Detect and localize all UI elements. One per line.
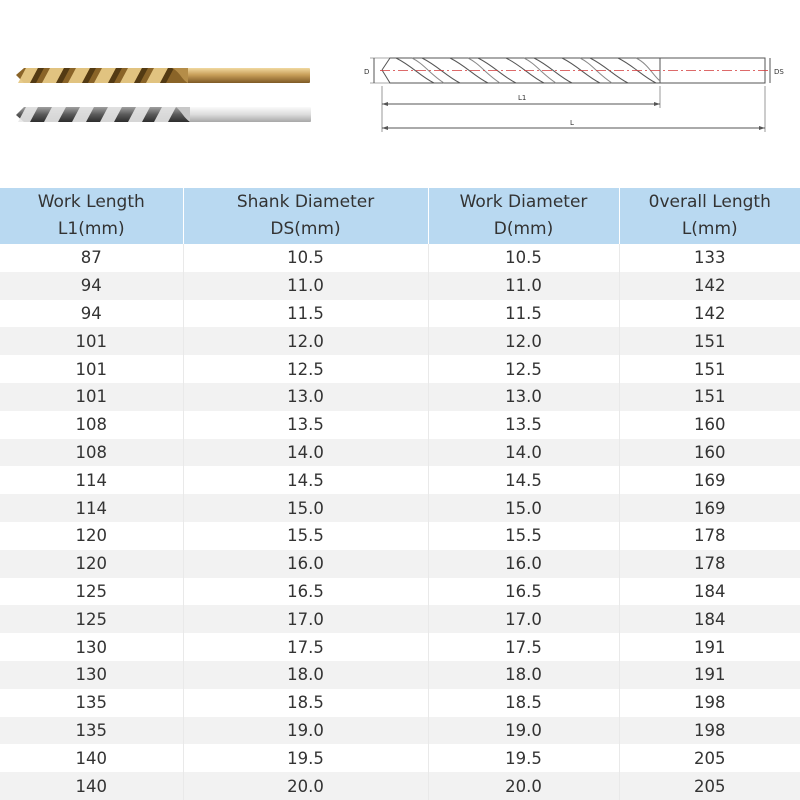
cell-shank-diameter: 12.0 [183, 327, 428, 355]
diagram-label-l: L [570, 119, 574, 127]
cell-work-diameter: 10.5 [428, 244, 619, 272]
product-illustration-area [0, 0, 800, 188]
table-row [0, 605, 800, 633]
steel-drill-bit [16, 107, 311, 122]
cell-overall-length: 198 [619, 689, 800, 717]
cell-shank-diameter: 10.5 [183, 244, 428, 272]
cell-overall-length: 184 [619, 578, 800, 606]
header-line1: Work Diameter [459, 192, 588, 212]
cell-overall-length: 205 [619, 744, 800, 772]
cell-work-length: 87 [0, 244, 183, 272]
cell-shank-diameter: 16.0 [183, 550, 428, 578]
table-row [0, 244, 800, 272]
cell-work-length: 108 [0, 439, 183, 467]
cell-overall-length: 191 [619, 633, 800, 661]
cell-overall-length: 142 [619, 300, 800, 328]
table-row [0, 466, 800, 494]
cell-overall-length: 151 [619, 355, 800, 383]
header-line1: 0verall Length [648, 192, 771, 212]
drill-dimension-diagram [360, 48, 790, 138]
cell-work-diameter: 11.0 [428, 272, 619, 300]
drill-spec-table [0, 188, 800, 800]
table-row [0, 717, 800, 745]
header-work-diameter [428, 188, 619, 244]
cell-shank-diameter: 14.5 [183, 466, 428, 494]
cell-overall-length: 169 [619, 494, 800, 522]
table-row [0, 300, 800, 328]
cell-work-length: 101 [0, 383, 183, 411]
cell-shank-diameter: 19.5 [183, 744, 428, 772]
cell-work-length: 125 [0, 578, 183, 606]
table-header-row [0, 188, 800, 244]
table-row [0, 327, 800, 355]
header-line1: Work Length [37, 192, 145, 212]
cell-overall-length: 169 [619, 466, 800, 494]
cell-work-length: 94 [0, 272, 183, 300]
table-row [0, 272, 800, 300]
cell-work-diameter: 14.5 [428, 466, 619, 494]
cell-shank-diameter: 20.0 [183, 772, 428, 800]
cell-overall-length: 178 [619, 550, 800, 578]
cell-overall-length: 133 [619, 244, 800, 272]
table-row [0, 772, 800, 800]
cell-shank-diameter: 13.5 [183, 411, 428, 439]
cell-overall-length: 142 [619, 272, 800, 300]
cobalt-drill-bit [16, 68, 310, 83]
cell-work-length: 120 [0, 550, 183, 578]
drill-bits-image [12, 60, 312, 135]
cell-shank-diameter: 17.0 [183, 605, 428, 633]
cell-work-diameter: 13.5 [428, 411, 619, 439]
cell-work-diameter: 19.5 [428, 744, 619, 772]
cell-shank-diameter: 12.5 [183, 355, 428, 383]
cell-work-length: 130 [0, 661, 183, 689]
cell-work-length: 130 [0, 633, 183, 661]
cell-overall-length: 151 [619, 383, 800, 411]
cell-shank-diameter: 18.5 [183, 689, 428, 717]
cell-work-diameter: 15.5 [428, 522, 619, 550]
cell-overall-length: 191 [619, 661, 800, 689]
cell-work-diameter: 16.5 [428, 578, 619, 606]
cell-work-diameter: 16.0 [428, 550, 619, 578]
header-line2: L1(mm) [57, 219, 125, 239]
cell-work-length: 114 [0, 466, 183, 494]
cell-overall-length: 205 [619, 772, 800, 800]
table-row [0, 439, 800, 467]
cell-work-diameter: 18.5 [428, 689, 619, 717]
header-line2: DS(mm) [270, 219, 341, 239]
cell-work-diameter: 12.5 [428, 355, 619, 383]
cell-work-length: 125 [0, 605, 183, 633]
cell-overall-length: 178 [619, 522, 800, 550]
cell-work-diameter: 20.0 [428, 772, 619, 800]
cell-work-length: 140 [0, 744, 183, 772]
diagram-label-l1: L1 [518, 94, 527, 102]
cell-shank-diameter: 15.5 [183, 522, 428, 550]
cell-work-diameter: 14.0 [428, 439, 619, 467]
table-row [0, 355, 800, 383]
table-row [0, 744, 800, 772]
cell-shank-diameter: 19.0 [183, 717, 428, 745]
cell-work-diameter: 17.0 [428, 605, 619, 633]
cell-shank-diameter: 15.0 [183, 494, 428, 522]
cell-work-length: 140 [0, 772, 183, 800]
cell-work-length: 114 [0, 494, 183, 522]
cell-work-diameter: 12.0 [428, 327, 619, 355]
cell-work-length: 101 [0, 327, 183, 355]
cell-work-length: 120 [0, 522, 183, 550]
diagram-label-d: D [364, 68, 370, 76]
table-row [0, 494, 800, 522]
header-line2: L(mm) [681, 219, 738, 239]
cell-work-diameter: 19.0 [428, 717, 619, 745]
cell-work-diameter: 18.0 [428, 661, 619, 689]
cell-shank-diameter: 11.5 [183, 300, 428, 328]
table-row [0, 383, 800, 411]
cell-overall-length: 151 [619, 327, 800, 355]
cell-work-length: 135 [0, 717, 183, 745]
cell-shank-diameter: 13.0 [183, 383, 428, 411]
cell-shank-diameter: 16.5 [183, 578, 428, 606]
diagram-label-ds: DS [774, 68, 784, 76]
table-row [0, 661, 800, 689]
header-overall-length [619, 188, 800, 244]
cell-shank-diameter: 17.5 [183, 633, 428, 661]
cell-work-length: 94 [0, 300, 183, 328]
cell-overall-length: 160 [619, 411, 800, 439]
cell-overall-length: 198 [619, 717, 800, 745]
cell-overall-length: 160 [619, 439, 800, 467]
table-row [0, 550, 800, 578]
table-row [0, 633, 800, 661]
cell-shank-diameter: 11.0 [183, 272, 428, 300]
cell-work-diameter: 17.5 [428, 633, 619, 661]
cell-work-diameter: 15.0 [428, 494, 619, 522]
cell-work-length: 101 [0, 355, 183, 383]
header-work-length [0, 188, 183, 244]
table-row [0, 578, 800, 606]
cell-work-diameter: 13.0 [428, 383, 619, 411]
header-shank-diameter [183, 188, 428, 244]
cell-work-diameter: 11.5 [428, 300, 619, 328]
table-row [0, 522, 800, 550]
table-body [0, 244, 800, 800]
table-row [0, 411, 800, 439]
header-line1: Shank Diameter [236, 192, 375, 212]
cell-overall-length: 184 [619, 605, 800, 633]
header-line2: D(mm) [493, 219, 554, 239]
table-row [0, 689, 800, 717]
cell-shank-diameter: 18.0 [183, 661, 428, 689]
cell-shank-diameter: 14.0 [183, 439, 428, 467]
cell-work-length: 108 [0, 411, 183, 439]
cell-work-length: 135 [0, 689, 183, 717]
